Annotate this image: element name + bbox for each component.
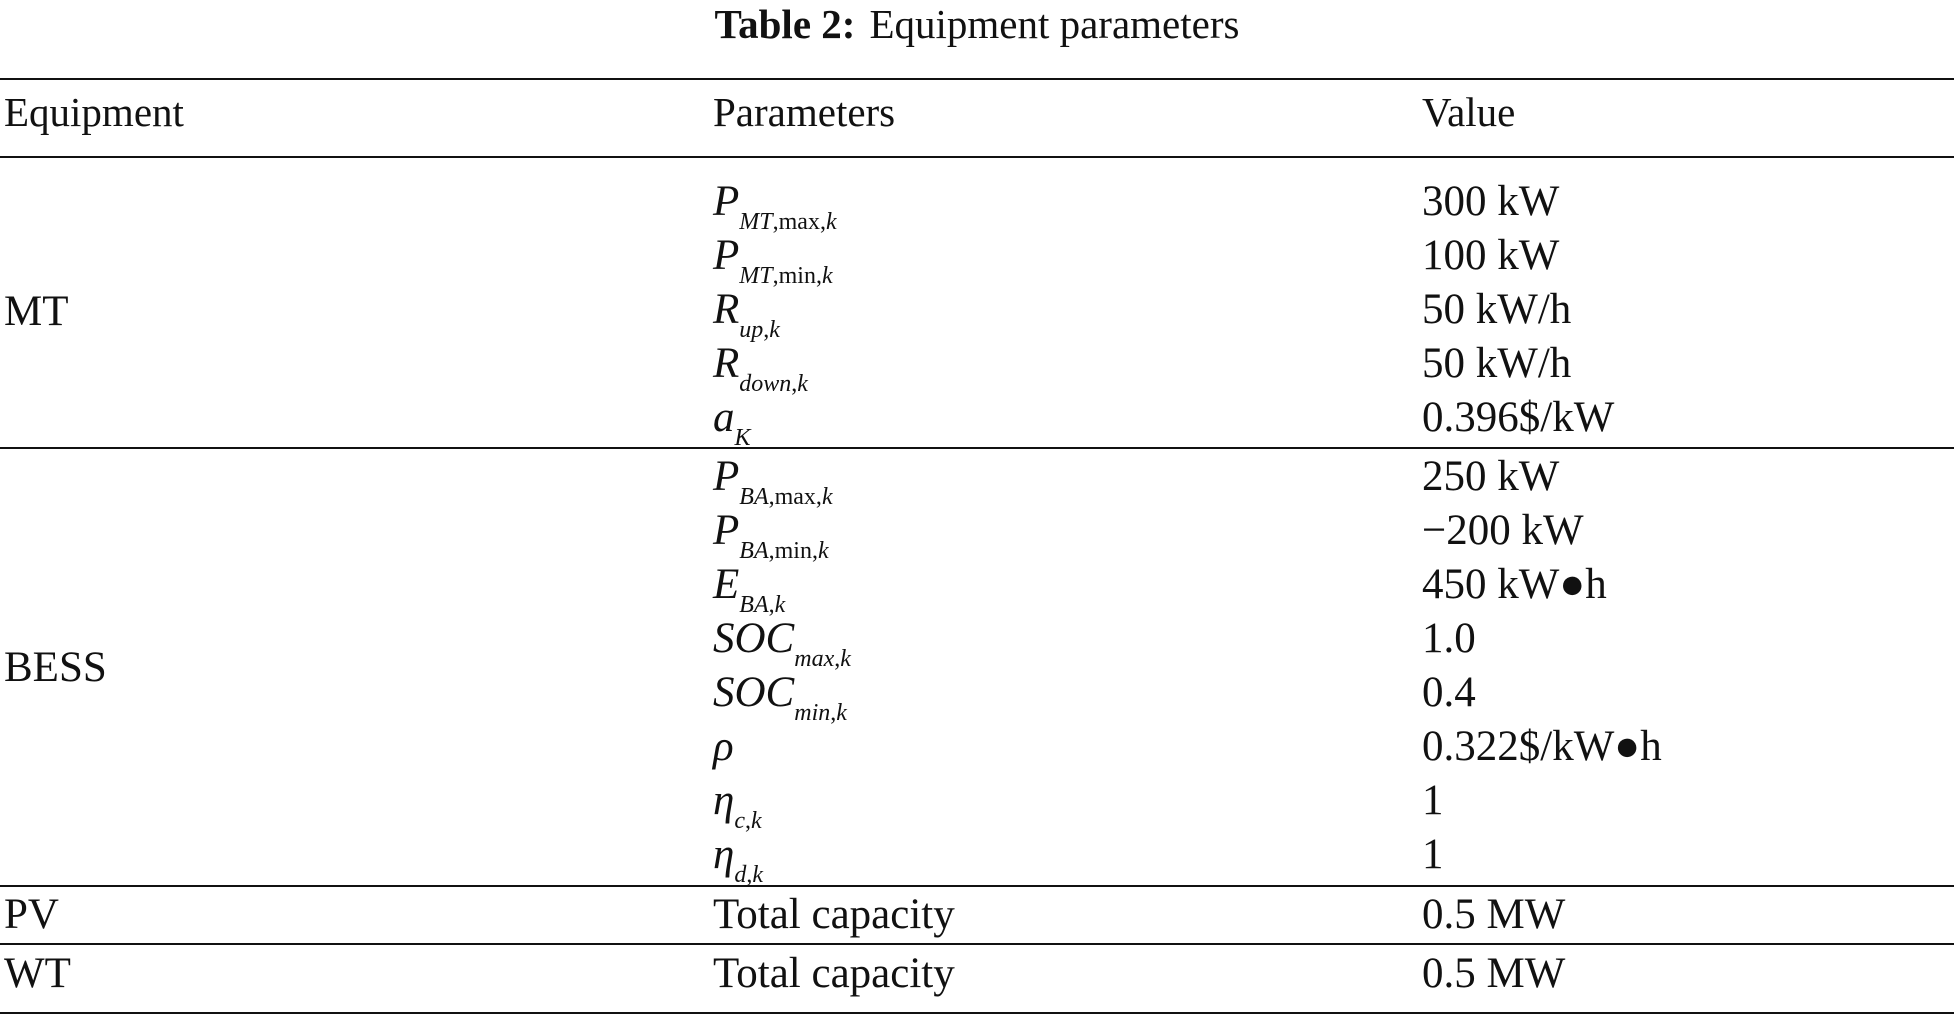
bottom-rule: [0, 1012, 1954, 1014]
table-row-value: −200 kW: [1422, 507, 1584, 554]
wt-parameter: Total capacity: [713, 950, 955, 997]
table-row-value: 0.322$/kW●h: [1422, 723, 1662, 770]
param-symbol: $P_{MT,max,k}$: [713, 178, 837, 235]
table-row-param: [713, 450, 833, 510]
table-row-param: [713, 504, 829, 564]
header-value: Value: [1422, 89, 1516, 135]
param-symbol: $SOC_{max,k}$: [713, 615, 851, 672]
table-row-value: 1: [1422, 777, 1444, 824]
table-row-param: [713, 612, 851, 672]
param-symbol: $R_{down,k}$: [713, 340, 808, 397]
table-row-param: [713, 720, 734, 774]
param-symbol: $\eta_{d,k}$: [713, 831, 763, 888]
pv-value: 0.5 MW: [1422, 891, 1566, 938]
table-caption: [0, 0, 1954, 48]
header-parameters: Parameters: [713, 89, 896, 135]
header-rule: [0, 156, 1954, 158]
param-symbol: $P_{BA,max,k}$: [713, 453, 833, 510]
table-row-param: [713, 774, 762, 834]
group-label-wt: WT: [4, 950, 71, 997]
param-symbol: $R_{up,k}$: [713, 286, 780, 343]
param-symbol: $P_{MT,min,k}$: [713, 232, 833, 289]
param-symbol: $a_K$: [713, 394, 751, 451]
param-symbol: ρ: [713, 723, 734, 770]
table-row-param: [713, 391, 751, 451]
caption-title: Equipment parameters: [869, 1, 1240, 47]
top-rule: [0, 78, 1954, 80]
table-row-param: [713, 558, 786, 618]
table-row-value: 0.396$/kW: [1422, 394, 1615, 441]
table-row-value: 1.0: [1422, 615, 1476, 662]
group-label-pv: PV: [4, 891, 59, 938]
group-label-mt: MT: [4, 288, 69, 335]
param-symbol: $P_{BA,min,k}$: [713, 507, 829, 564]
table-row-param: [713, 666, 847, 726]
table-row-value: 50 kW/h: [1422, 286, 1572, 333]
table-row-value: 50 kW/h: [1422, 340, 1572, 387]
table-row-param: [713, 828, 763, 888]
table-row-value: 100 kW: [1422, 232, 1560, 279]
param-symbol: $\eta_{c,k}$: [713, 777, 762, 834]
pv-parameter: Total capacity: [713, 891, 955, 938]
param-symbol: $SOC_{min,k}$: [713, 669, 847, 726]
pv-bottom-rule: [0, 943, 1954, 945]
group-label-bess: BESS: [4, 644, 107, 691]
table-row-value: 0.4: [1422, 669, 1476, 716]
bess-bottom-rule: [0, 885, 1954, 887]
caption-label: Table 2:: [714, 1, 856, 47]
table-row-param: [713, 283, 780, 343]
table-row-value: 1: [1422, 831, 1444, 878]
table-row-param: [713, 337, 808, 397]
header-equipment: Equipment: [4, 89, 184, 135]
wt-value: 0.5 MW: [1422, 950, 1566, 997]
table-row-value: 450 kW●h: [1422, 561, 1607, 608]
table-row-param: [713, 229, 833, 289]
table-row-param: [713, 175, 837, 235]
table-row-value: 250 kW: [1422, 453, 1560, 500]
param-symbol: $E_{BA,k}$: [713, 561, 786, 618]
mt-bottom-rule: [0, 447, 1954, 449]
table-row-value: 300 kW: [1422, 178, 1560, 225]
